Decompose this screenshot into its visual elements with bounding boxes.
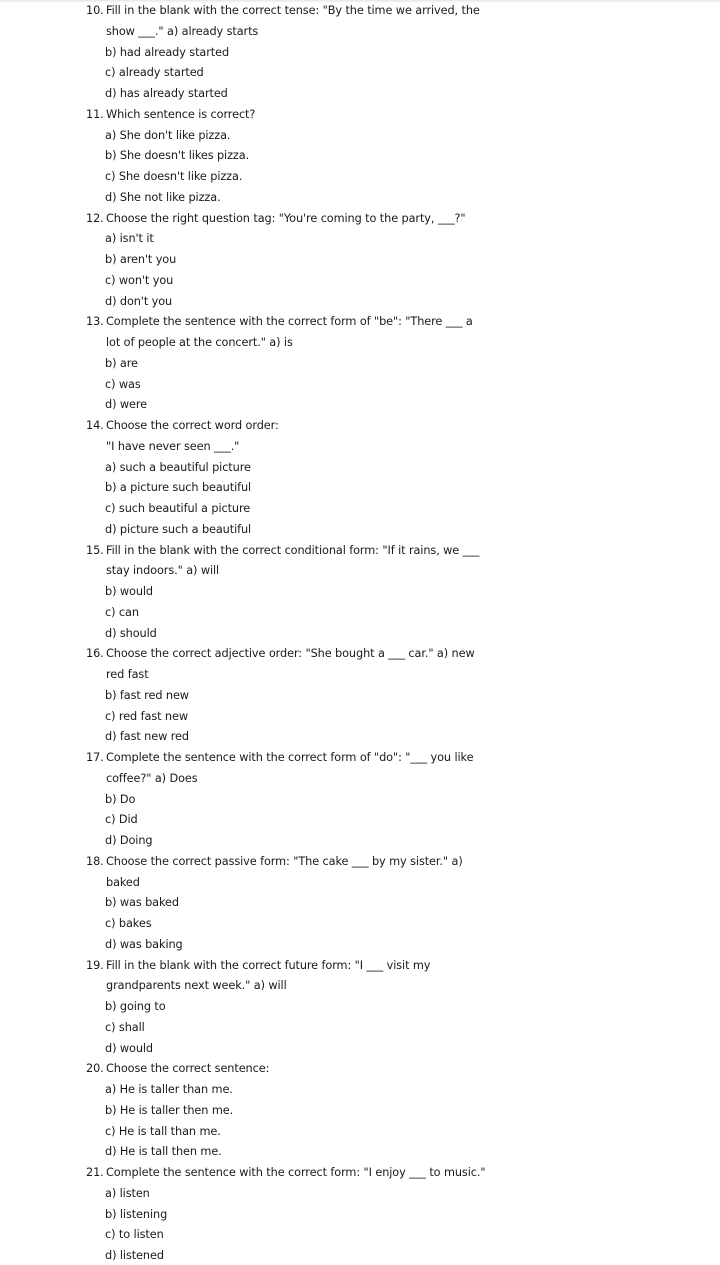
answer-option: c) such beautiful a picture — [105, 502, 251, 515]
question-text-line: Choose the correct adjective order: "She bought a ___ car." a) new — [106, 647, 475, 661]
question-number: 17. — [86, 751, 104, 764]
question-text — [86, 418, 279, 434]
question-text-line: Which sentence is correct? — [106, 107, 256, 121]
answer-option: b) would — [105, 585, 153, 598]
answer-option: c) was — [105, 377, 141, 391]
question-text-line: lot of people at the concert." a) is — [106, 336, 293, 349]
answer-option: a) such a beautiful picture — [105, 460, 251, 474]
question-text — [86, 1061, 269, 1077]
question-text-line: grandparents next week." a) will — [106, 979, 287, 993]
answer-option: d) She not like pizza. — [105, 190, 221, 204]
answer-option: c) can — [105, 605, 139, 619]
answer-option: a) She don't like pizza. — [105, 128, 231, 142]
answer-option: d) Doing — [105, 834, 153, 847]
answer-option: c) shall — [105, 1020, 145, 1034]
question-text-line: Complete the sentence with the correct form of "do": "___ you like — [106, 751, 474, 764]
answer-option: b) aren't you — [105, 253, 177, 266]
question-text-line: "I have never seen ___." — [106, 439, 240, 453]
question-text — [86, 1165, 485, 1181]
answer-option: a) He is taller than me. — [105, 1083, 233, 1096]
answer-option: b) He is taller then me. — [105, 1103, 234, 1117]
answer-option: b) was baked — [105, 896, 179, 910]
answer-option: c) He is tall than me. — [105, 1124, 221, 1138]
answer-option: c) won't you — [105, 273, 174, 287]
answer-option: a) isn't it — [105, 232, 154, 246]
question-text — [86, 854, 463, 870]
question-number: 15. — [86, 543, 104, 557]
question-text — [86, 314, 473, 330]
question-number: 20. — [86, 1062, 104, 1076]
answer-option: d) He is tall then me. — [105, 1145, 222, 1159]
answer-option: c) already started — [105, 66, 204, 80]
answer-option: b) had already started — [105, 45, 230, 59]
question-number: 11. — [86, 107, 104, 121]
answer-option: d) fast new red — [105, 730, 189, 744]
question-text-line: Fill in the blank with the correct future form: "I ___ visit my — [106, 958, 431, 972]
question-text-line: baked — [106, 875, 140, 889]
question-text-line: Complete the sentence with the correct form of "be": "There ___ a — [106, 315, 473, 329]
answer-option: d) would — [105, 1041, 153, 1055]
question-text-line: show ___." a) already starts — [106, 24, 259, 38]
question-number: 10. — [86, 4, 104, 17]
answer-option: c) red fast new — [105, 709, 188, 723]
question-text-line: Fill in the blank with the correct tense: "By the time we arrived, the — [106, 4, 480, 17]
question-text — [86, 107, 255, 123]
answer-option: b) going to — [105, 1000, 166, 1013]
answer-option: b) are — [105, 356, 138, 370]
question-text — [86, 750, 473, 766]
answer-option: c) She doesn't like pizza. — [105, 170, 243, 183]
answer-option: c) bakes — [105, 917, 152, 930]
question-text-line: coffee?" a) Does — [106, 771, 198, 785]
question-number: 12. — [86, 211, 104, 225]
question-text — [86, 646, 475, 662]
question-text-line: Fill in the blank with the correct conditional form: "If it rains, we ___ — [106, 543, 480, 557]
answer-option: b) a picture such beautiful — [105, 481, 252, 495]
answer-option: d) should — [105, 626, 157, 640]
answer-option: c) to listen — [105, 1228, 164, 1242]
answer-option: c) Did — [105, 813, 138, 827]
question-number: 13. — [86, 315, 104, 329]
answer-option: d) has already started — [105, 87, 228, 100]
question-number: 18. — [86, 854, 104, 868]
answer-option: b) fast red new — [105, 688, 189, 702]
answer-option: a) listen — [105, 1186, 150, 1200]
question-text-line: stay indoors." a) will — [106, 564, 220, 578]
question-text-line: Choose the correct word order: — [106, 419, 279, 432]
question-number: 21. — [86, 1166, 104, 1179]
answer-option: d) picture such a beautiful — [105, 522, 252, 536]
question-number: 19. — [86, 958, 104, 972]
answer-option: d) don't you — [105, 294, 173, 308]
answer-option: d) listened — [105, 1249, 164, 1262]
question-text-line: Choose the right question tag: "You're coming to the party, ___?" — [106, 211, 466, 225]
question-text-line: Complete the sentence with the correct form: "I enjoy ___ to music." — [106, 1166, 486, 1179]
answer-option: d) were — [105, 398, 148, 412]
answer-option: b) She doesn't likes pizza. — [105, 149, 250, 163]
question-text — [86, 543, 479, 559]
question-text-line: red fast — [106, 668, 149, 681]
question-number: 16. — [86, 647, 104, 661]
answer-option: d) was baking — [105, 937, 183, 951]
question-text — [86, 958, 430, 974]
question-text-line: Choose the correct sentence: — [106, 1062, 270, 1076]
question-text-line: Choose the correct passive form: "The cake ___ by my sister." a) — [106, 854, 463, 868]
question-text — [86, 3, 480, 19]
answer-option: b) listening — [105, 1207, 168, 1221]
answer-option: b) Do — [105, 792, 136, 806]
question-number: 14. — [86, 419, 104, 432]
question-text — [86, 211, 466, 227]
